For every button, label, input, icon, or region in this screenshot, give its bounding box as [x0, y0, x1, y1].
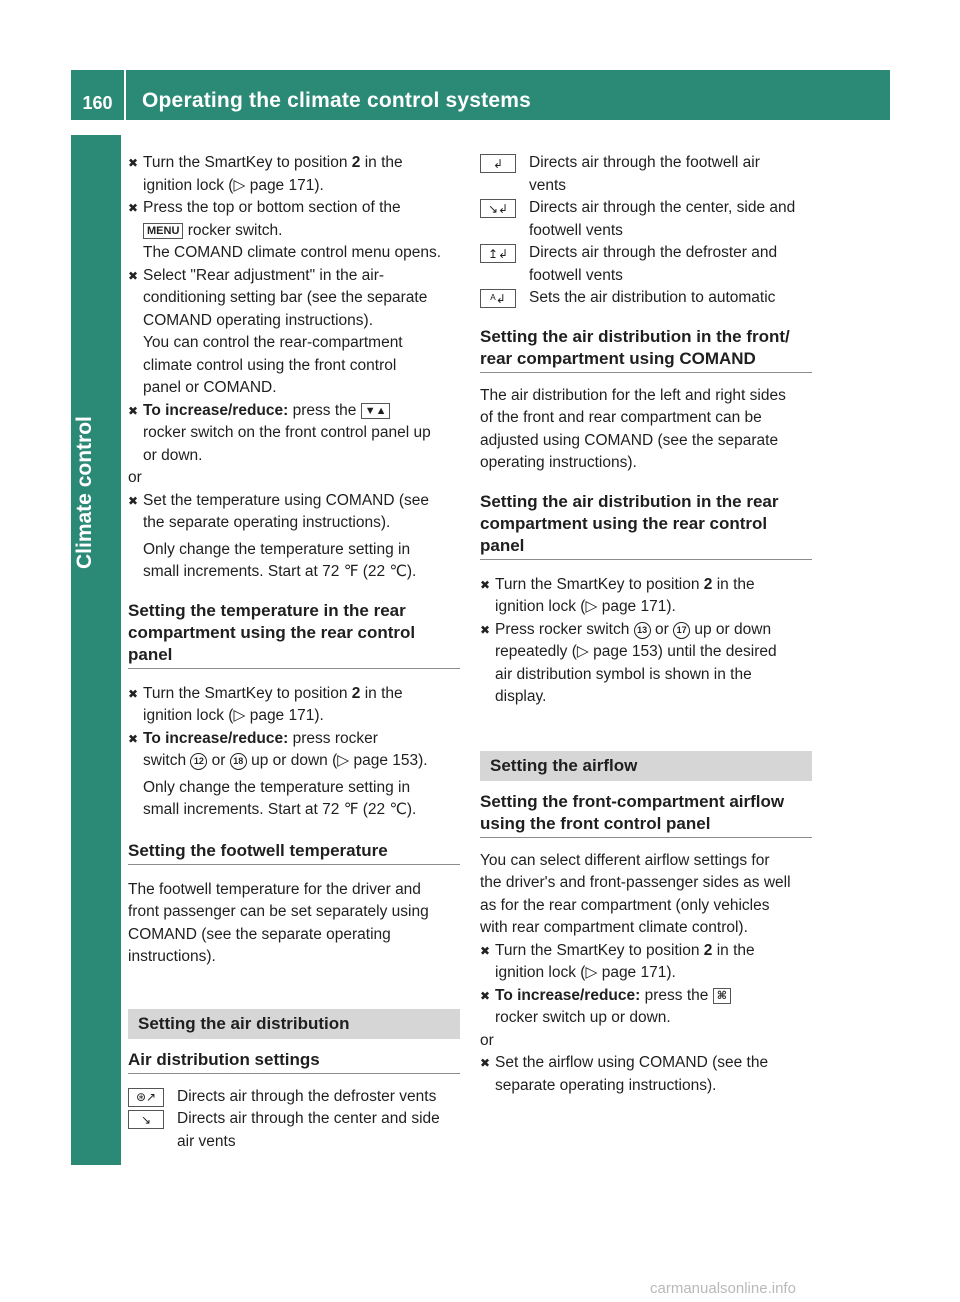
air-setting-center-footwell: ↘↲ Directs air through the center, side and footwell vents: [480, 197, 812, 242]
step-smartkey-3: ✖ Turn the SmartKey to position 2 in the ignition lock (▷ page 171).: [480, 575, 755, 615]
auto-distribution-icon: ᴬ↲: [480, 289, 516, 308]
page-ref-icon: ▷: [337, 752, 350, 769]
step-arrow-icon: ✖: [128, 403, 139, 418]
step-set-airflow-comand: ✖ Set the airflow using COMAND (see the separate operating instructions).: [480, 1054, 769, 1094]
step-arrow-icon: ✖: [480, 622, 491, 637]
footwell-icon: ↲: [480, 154, 516, 173]
heading-air-distribution-comand: Setting the air distribution in the front/ rear compartment using COMAND: [480, 326, 812, 373]
step-press-rocker-13-17: ✖ Press rocker switch 13 or 17 up or down repeatedly (▷ page 153) until the desired air distribution symbol is shown in the display.: [480, 620, 777, 705]
step-arrow-icon: ✖: [128, 731, 139, 746]
defroster-icon: ⊛↗: [128, 1088, 164, 1107]
step-arrow-icon: ✖: [480, 1056, 491, 1070]
paragraph-footwell: The footwell temperature for the driver and front passenger can be set separately using COMAND (see the separate operating instructions).: [128, 880, 429, 965]
step-set-temperature-comand: ✖ Set the temperature using COMAND (see the separate operating instructions). Only change the temperature setting in small increments. Start at 72 ℉ (22 ℃).: [128, 491, 430, 580]
step-arrow-icon: ✖: [128, 686, 139, 701]
step-arrow-icon: ✖: [480, 577, 491, 592]
page-ref-icon: ▷: [576, 643, 589, 660]
heading-air-distribution-settings: Air distribution settings: [128, 1049, 460, 1074]
page-ref-icon: ▷: [233, 707, 246, 724]
heading-air-distribution-rear: Setting the air distribution in the rear compartment using the rear control panel: [480, 491, 812, 560]
step-increase-reduce-airflow: ✖ To increase/reduce: press the ⌘ rocker switch up or down.: [480, 985, 812, 1030]
section-bar-air-distribution: Setting the air distribution: [128, 1009, 460, 1039]
step-smartkey-4: ✖ Turn the SmartKey to position 2 in the ignition lock (▷ page 171).: [480, 941, 755, 981]
step-arrow-icon: ✖: [128, 268, 139, 283]
airflow-rocker-icon: ⌘: [713, 988, 731, 1004]
left-column: [128, 152, 460, 1153]
center-vent-icon: ↘: [128, 1110, 164, 1129]
air-setting-auto: ᴬ↲ Sets the air distribution to automatic: [480, 287, 812, 310]
step-smartkey-2: ✖ Turn the SmartKey to position 2 in the ignition lock (▷ page 171).: [128, 684, 403, 724]
watermark: carmanualsonline.info: [650, 1280, 796, 1297]
heading-footwell-temperature: Setting the footwell temperature: [128, 840, 460, 865]
air-setting-center: ↘ Directs air through the center and side air vents: [128, 1108, 460, 1153]
page-number: 160: [82, 93, 113, 113]
or-text: or: [480, 1031, 494, 1049]
up-down-rocker-icon: ▼▲: [361, 403, 391, 419]
step-arrow-icon: ✖: [128, 156, 139, 170]
step-increase-reduce-1: ✖ To increase/reduce: press the ▼▲ rocker switch on the front control panel up or down.: [128, 401, 431, 464]
or-text: or: [128, 469, 142, 486]
right-column: [480, 152, 812, 1097]
heading-front-airflow: Setting the front-compartment airflow using the front control panel: [480, 791, 812, 838]
defroster-footwell-icon: ↥↲: [480, 244, 516, 263]
center-footwell-icon: ↘↲: [480, 199, 516, 218]
step-arrow-icon: ✖: [480, 988, 491, 1003]
page-ref-icon: ▷: [233, 176, 246, 194]
air-setting-defroster-footwell: ↥↲ Directs air through the defroster and footwell vents: [480, 242, 812, 287]
step-arrow-icon: ✖: [128, 493, 139, 508]
section-bar-airflow: Setting the airflow: [480, 751, 812, 781]
air-setting-defroster: ⊛↗ Directs air through the defroster vents: [128, 1086, 460, 1109]
step-press-menu: ✖ Press the top or bottom section of the MENU rocker switch. The COMAND climate control menu opens.: [128, 199, 442, 261]
switch-13-icon: 13: [634, 622, 651, 639]
header-divider: [124, 70, 126, 120]
page-ref-icon: ▷: [585, 964, 598, 981]
paragraph-air-distribution-comand: The air distribution for the left and right sides of the front and rear compartment can be adjusted using COMAND (see the separate operating instructions).: [480, 386, 786, 471]
switch-17-icon: 17: [673, 622, 690, 639]
chapter-label: Climate control: [73, 416, 96, 570]
step-arrow-icon: ✖: [128, 201, 139, 215]
page-ref-icon: ▷: [585, 598, 598, 615]
step-increase-reduce-2: ✖ To increase/reduce: press rocker switch 12 or 18 up or down (▷ page 153). Only change the temperature setting in small increments. Start at 72 ℉ (22 ℃).: [128, 729, 428, 818]
menu-key-icon: MENU: [143, 223, 183, 239]
switch-12-icon: 12: [190, 753, 207, 770]
step-smartkey-1: ✖ Turn the SmartKey to position 2 in the ignition lock (▷ page 171).: [128, 154, 403, 194]
paragraph-airflow: You can select different airflow settings for the driver's and front-passenger sides as well as for the rear compartment (only vehicles with rear compartment climate control).: [480, 851, 791, 936]
heading-rear-temperature: Setting the temperature in the rear compartment using the rear control panel: [128, 600, 460, 669]
step-arrow-icon: ✖: [480, 943, 491, 958]
step-rear-adjustment: ✖ Select "Rear adjustment" in the air- conditioning setting bar (see the separate COMAND operating instructions). You can control the rear-compartment climate control using the front control panel or COMAND.: [128, 266, 428, 396]
page-header: [71, 70, 890, 120]
switch-18-icon: 18: [230, 753, 247, 770]
page-title: Operating the climate control systems: [142, 89, 532, 112]
air-setting-footwell: ↲ Directs air through the footwell air vents: [480, 152, 812, 197]
